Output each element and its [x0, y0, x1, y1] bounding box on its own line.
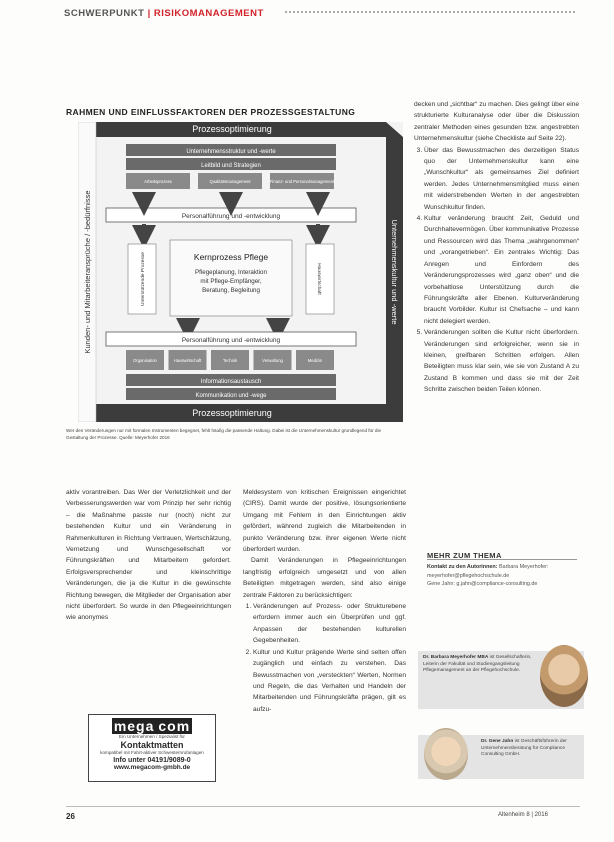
list-item: 1. Veränderungen auf Prozess- oder Strukturebene erfordern immer auch ein Überprüfen und ggf. Anpassen der bestehenden kulturellen Gegebenheiten.: [253, 601, 406, 647]
support-box-label: Hauswirtschaft: [173, 358, 202, 363]
center-column: [243, 487, 406, 715]
author-name: Dr. Gene Jahn: [481, 739, 514, 744]
more-divider: [427, 559, 577, 560]
figure-title: RAHMEN UND EINFLUSSFAKTOREN DER PROZESSGESTALTUNG: [66, 107, 356, 117]
ad-phone: Info unter 04191/9089-0: [113, 756, 191, 764]
band2: Personalführung und -entwicklung: [181, 337, 281, 344]
ad-headline: Kontaktmatten: [120, 740, 184, 750]
core-text-line: Pflegeplanung, Interaktion: [195, 269, 267, 276]
contact-email: Gene Jahn: g.jahn@compliance-consulting.de: [427, 581, 538, 587]
list-item: 4. Kultur veränderung braucht Zeit, Geduld und Durchhaltevermögen. Über kommunikative Prozesse und Ressourcen wird das Thema „wahrgenommen“ und „vorangetrieben“. Ein zentrales Wichtig: Das Anregen und Einfordern des Veränderungsprozesses wird „ganz oben“ und die vorbehaltlose Unterstützung durch die Führungskräfte aller Ebenen. Kulturveränderung braucht Vorbilder. Kultur ist Chefsache – und kann nicht delegiert werden.: [424, 213, 579, 327]
contact-email: Barbara Meyerhofer: meyerhofer@pflegehochschule.de: [427, 564, 549, 579]
boxes-top: [126, 173, 335, 189]
support-box-label: Verwaltung: [262, 358, 283, 363]
row3: Informationsaustausch: [200, 379, 262, 385]
figure-caption: Wer den Veränderungen nur mit formalen Instrumenten begegnet, fehlt häufig die passende Haltung. Dabei ist die Unternehmenskultur grundlegend für die Gestaltung der Prozesse. Quelle: Meyerhofer 2016: [66, 428, 382, 440]
right-column: [414, 99, 579, 396]
footer-divider: [66, 806, 580, 807]
boxes-bottom: [126, 350, 334, 370]
side-right: Hauswirtschaft: [316, 263, 321, 295]
figure-credit: Quelle: Meyerhofer 2016: [119, 434, 170, 440]
ad-line: kompatibel mit Fahrt-aktiver Schwesternrufanlagen: [100, 750, 204, 755]
ad-line: Ein Unternehmen / Spezialist für: [119, 734, 185, 739]
core-text-line: mit Pflege-Empfänger,: [200, 278, 262, 285]
issue-label: Altenheim 8 | 2016: [498, 812, 548, 818]
process-box-label: Qualitätsmanagement: [209, 179, 251, 184]
process-box-label: Finanz- und Personalmanagement: [269, 179, 335, 184]
list-item: 5. Veränderungen sollten die Kultur nicht überfordern. Veränderungen sind erfolgreicher, wenn sie in kleinen, greifbaren Schritten erfolgen. Allen Beteiligten muss klar sein, wie sie von Zustand A zu Zustand B kommen und dass sie mit der Zeit Schritte zwischen beiden Teilen können.: [424, 327, 579, 395]
band1: Personalführung und -entwicklung: [181, 213, 281, 220]
row4: Kommunikation und -wege: [195, 393, 267, 399]
support-box-label: Technik: [222, 358, 238, 363]
row2: Leitbild und Strategien: [201, 163, 261, 169]
support-box-label: Organisation: [133, 358, 157, 363]
section-label: SCHWERPUNKT: [64, 8, 145, 19]
top-label: Prozessoptimierung: [192, 124, 272, 134]
header-divider: [285, 11, 575, 13]
core-title: Kernprozess Pflege: [193, 252, 269, 262]
author-photo: [540, 645, 588, 707]
list-item: 3. Über das Bewusstmachen des derzeitigen Status quo der Unternehmenskultur kann eine „Wunschkultur“ als gemeinsames Ziel definiert werden. Jedes Unternehmensmitglied muss einen mit widerstrebenden Werten in der angestrebten Wunschkultur finden.: [424, 145, 579, 213]
side-left: Unterstützende Prozesse: [141, 252, 146, 306]
bottom-label: Prozessoptimierung: [192, 408, 272, 418]
core-text-line: Beratung, Begleitung: [202, 287, 260, 294]
page-number: 26: [66, 812, 75, 821]
ad-url[interactable]: www.megacom-gmbh.de: [113, 763, 191, 771]
process-box-label: Arbeitsprozess: [144, 179, 172, 184]
right-intro: decken und „sichtbar“ zu machen. Dies gelingt über eine strukturierte Kulturanalyse oder über die Diskussion zentraler Methoden eines gesunden bzw. angestrebten Unternehmenskultur (siehe Checkliste auf Seite 22).: [414, 101, 579, 143]
author-bio: ist Gesellschafterin, Leiterin der Fakultät und Studiengangsleitung Pflegemanagement an der Pflegehochschule.: [423, 655, 532, 673]
author-bio: ist Geschäftsführerin der Unternehmensberatung für Compliance Consulting GmbH.: [481, 739, 567, 757]
topic-label: RISIKOMANAGEMENT: [153, 8, 264, 19]
more-contact: Kontakt zu den Autorinnen: Barbara Meyerhofer: meyerhofer@pflegehochschule.de Gene Jahn: g.jahn@compliance-consulting.de: [427, 564, 549, 587]
author-photo: [424, 728, 468, 780]
left-label: Kunden- und Mitarbeiteransprüche / -bedürfnisse: [83, 190, 92, 354]
ad-logo: mega com: [113, 718, 191, 734]
center-paragraph: Meldesystem von kritischen Ereignissen eingerichtet (CIRS). Damit wurde der positive, lösungsorientierte Umgang mit Fehlern in den Einrichtungen aktiv gefördert, während zugleich die Mitarbeitenden in punkto Veränderung bzw. ihrer eigenen Werte nicht überfordert wurden.: [243, 489, 406, 554]
process-diagram: [78, 122, 403, 422]
list-item: 2. Kultur und Kultur prägende Werte sind selten offen zugänglich und einfach zu verstehen. Das Bewusstmachen von „versteckten“ Werten, Normen und Regeln, die das Verhalten und Handeln der Mitarbeitenden und Führungskräfte prägen, gilt es aufzu-: [253, 647, 406, 715]
row1: Unternehmensstruktur und -werte: [186, 149, 276, 155]
author-name: Dr. Barbara Meyerhofer MBA: [423, 655, 489, 660]
support-box-label: Medizin: [307, 358, 323, 363]
left-column: aktiv vorantreiben. Das Wer der Verletzlichkeit und der Verbesserungswerden war vom Prinzip her sehr richtig – die Maßnahme passte nur (noch) nicht zur bestehenden Kultur und ein Veränderung in Rahmenkulturen in Richtung Vertrauen, Wertschätzung, Vernetzung und Wunschgesellschaft vor Führungskräften und Mitarbeitern gefordert. Erfolgsversprechender und kleinschrittige Veränderungen, die ja die Kultur in die gewünschte Richtung bewegen, die Mitglieder der Organisation aber nicht überfordert. So wurde in den Pflegeeinrichtungen wie anonymes: [66, 489, 231, 622]
center-paragraph: Damit Veränderungen in Pflegeeinrichtungen langfristig erfolgreich umgesetzt und von allen Beteiligten mitgetragen werden, sind also einige zentrale Faktoren zu berücksichtigen:: [243, 557, 406, 599]
section-header: SCHWERPUNKT | RISIKOMANAGEMENT: [64, 8, 264, 19]
core-text: [195, 269, 267, 294]
right-label: Unternehmenskultur und -werte: [390, 219, 399, 325]
more-title: MEHR ZUM THEMA: [427, 551, 502, 560]
advertisement[interactable]: [88, 714, 216, 782]
